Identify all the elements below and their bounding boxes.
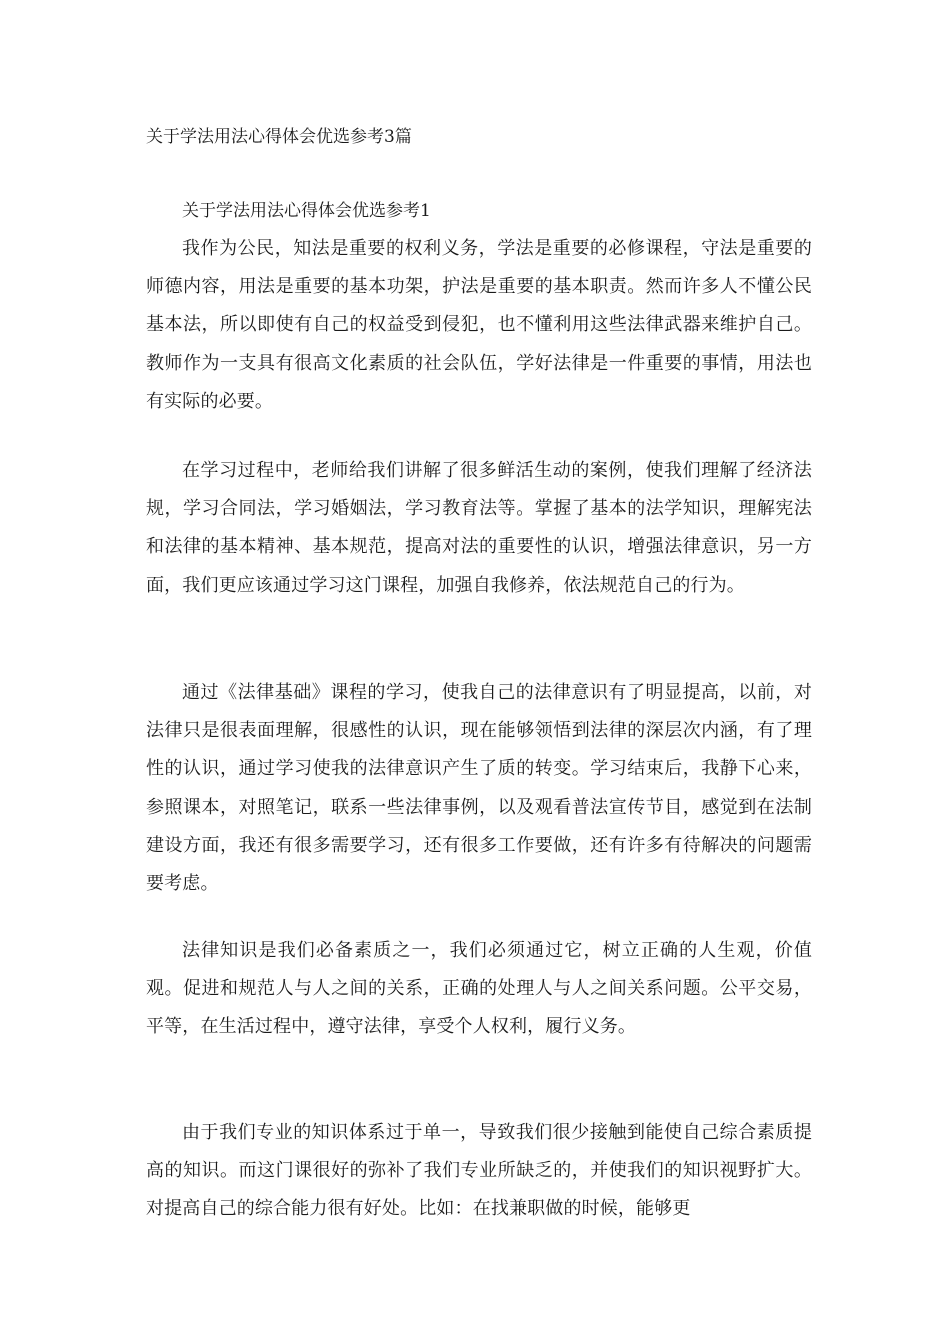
section-heading: 关于学法用法心得体会优选参考1 [182, 201, 431, 221]
paragraph-2: 在学习过程中，老师给我们讲解了很多鲜活生动的案例，使我们理解了经济法规，学习合同法，学习婚姻法，学习教育法等。掌握了基本的法学知识，理解宪法和法律的基本精神、基本规范，提高对法的重要性的认识，增强法律意识，另一方面，我们更应该通过学习这门课程，加强自我修养，依法规范自己的行为。 [146, 460, 812, 596]
paragraph-1: 我作为公民，知法是重要的权利义务，学法是重要的必修课程，守法是重要的师德内容，用法是重要的基本功架，护法是重要的基本职责。然而许多人不懂公民基本法，所以即使有自己的权益受到侵犯，也不懂利用这些法律武器来维护自己。教师作为一支具有很高文化素质的社会队伍，学好法律是一件重要的事情，用法也有实际的必要。 [146, 238, 812, 412]
document-title: 关于学法用法心得体会优选参考3篇 [146, 127, 412, 147]
paragraph-4: 法律知识是我们必备素质之一，我们必须通过它，树立正确的人生观，价值观。促进和规范人与人之间的关系，正确的处理人与人之间关系问题。公平交易，平等，在生活过程中，遵守法律，享受个人权利，履行义务。 [146, 940, 812, 1038]
paragraph-3: 通过《法律基础》课程的学习，使我自己的法律意识有了明显提高，以前，对法律只是很表面理解，很感性的认识，现在能够领悟到法律的深层次内涵，有了理性的认识，通过学习使我的法律意识产生了质的转变。学习结束后，我静下心来，参照课本，对照笔记，联系一些法律事例，以及观看普法宣传节目，感觉到在法制建设方面，我还有很多需要学习，还有很多工作要做，还有许多有待解决的问题需要考虑。 [146, 682, 812, 895]
paragraph-5: 由于我们专业的知识体系过于单一，导致我们很少接触到能使自己综合素质提高的知识。而这门课很好的弥补了我们专业所缺乏的，并使我们的知识视野扩大。对提高自己的综合能力很有好处。比如：在找兼职做的时候，能够更 [146, 1122, 812, 1220]
